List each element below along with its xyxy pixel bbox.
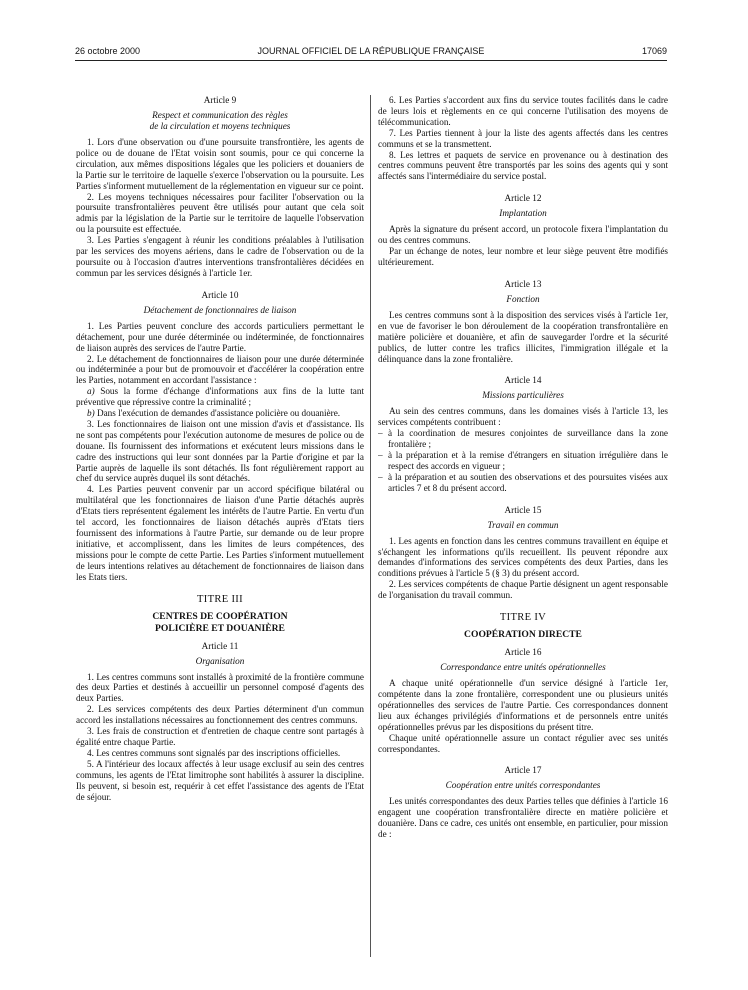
paragraph: 5. A l'intérieur des locaux affectés à leur usage exclusif au sein des centres communs, les agents de l'Etat limitrophe sont habilités à assurer la discipline. Ils peuvent, si besoin est, requérir à cet effet l'assistance des agents de l'Etat de séjour. <box>76 758 364 802</box>
titre-4 <box>378 612 668 641</box>
header-title: JOURNAL OFFICIEL DE LA RÉPUBLIQUE FRANÇAISE <box>257 46 485 56</box>
paragraph <box>76 408 364 419</box>
paragraph: 2. Les moyens techniques nécessaires pour faciliter l'observation ou la poursuite transfrontalières peuvent être utilisés pour autant que cela soit admis par la législation de la Partie sur le territoire de laquelle l'observation ou la poursuite est effectuée. <box>76 191 364 235</box>
list-text: à la préparation et à la remise d'étrangers en situation irrégulière dans le respect des accords en vigueur ; <box>388 450 668 471</box>
paragraph: 3. Les frais de construction et d'entretien de chaque centre sont partagés à égalité entre chaque Partie. <box>76 726 364 747</box>
paragraph: Les unités correspondantes des deux Parties telles que définies à l'article 16 engagent une coopération transfrontalière directe en matière policière et douanière. Dans ce cadre, ces unités ont ensemble, en particulier, pour mission de : <box>378 796 668 840</box>
paragraph: 2. Les services compétents des deux Parties déterminent d'un commun accord les installations nécessaires au fonctionnement des centres communs. <box>76 704 364 726</box>
paragraph: 1. Les agents en fonction dans les centres communs travaillent en équipe et s'échangent les informations qu'ils recueillent. Ils peuvent répondre aux demandes d'informations des services compétents des deux Parties, dans les conditions prévues à l'article 5 (§ 3) du présent accord. <box>378 535 668 579</box>
paragraph: 1. Les Parties peuvent conclure des accords particuliers permettant le détachement, pour une durée déterminée ou indéterminée, de fonctionnaires de liaison auprès des services de l'autre Partie. <box>76 320 364 353</box>
titre-name: CENTRES DE COOPÉRATION <box>152 610 288 622</box>
article-subtitle: Missions particulières <box>482 390 564 401</box>
titre-name: POLICIÈRE ET DOUANIÈRE <box>155 622 285 634</box>
article-subtitle: Organisation <box>195 655 245 666</box>
paragraph: 8. Les lettres et paquets de service en provenance ou à destination des centres communs peuvent être transportés par les soins des agents qui y sont affectés sans l'intermédiaire du service postal. <box>378 149 668 182</box>
paragraph: 7. Les Parties tiennent à jour la liste des agents affectés dans les centres communs et se la transmettent. <box>378 127 668 149</box>
article-title: Article 17 <box>504 765 542 776</box>
paragraph: Par un échange de notes, leur nombre et leur siège peuvent être modifiés ultérieurement. <box>378 246 668 267</box>
column-divider <box>370 95 371 957</box>
dash-marker: – <box>378 428 383 439</box>
list-text: Dans l'exécution de demandes d'assistance policière ou douanière. <box>96 408 341 419</box>
article-10 <box>76 290 364 583</box>
right-column <box>378 95 668 960</box>
article-12 <box>378 193 668 268</box>
list-item <box>378 428 668 450</box>
titre-label: TITRE IV <box>499 612 547 624</box>
paragraph: 3. Les fonctionnaires de liaison ont une mission d'avis et d'assistance. Ils ne sont pas compétents pour l'exécution autonome de mesures de police ou de douane. Ils fournissent des informations et exécutent leurs missions dans le cadre des instructions qui leur sont données par la Partie d'origine et par la Partie auprès de laquelle ils sont détachés. Ils font régulièrement rapport au chef du service auprès duquel ils sont détachés. <box>76 418 364 484</box>
article-11-continued <box>378 95 668 182</box>
article-title: Article 10 <box>201 289 239 300</box>
article-17 <box>378 765 668 840</box>
titre-name: COOPÉRATION DIRECTE <box>464 629 582 641</box>
article-subtitle: Implantation <box>499 208 547 219</box>
dash-marker: – <box>378 471 383 482</box>
article-subtitle: Respect et communication des règles <box>152 110 288 120</box>
article-16 <box>378 647 668 754</box>
left-column <box>76 95 364 960</box>
article-subtitle: de la circulation et moyens techniques <box>149 121 291 131</box>
list-item <box>378 450 668 472</box>
article-title: Article 16 <box>504 647 542 658</box>
dash-marker: – <box>378 450 383 461</box>
page-header <box>75 44 667 61</box>
paragraph <box>76 386 364 408</box>
article-subtitle: Détachement de fonctionnaires de liaison <box>143 304 297 315</box>
list-text: à la préparation et au soutien des observations et des poursuites visées aux articles 7 et 8 du présent accord. <box>388 471 668 493</box>
list-item <box>378 472 668 494</box>
article-subtitle: Travail en commun <box>487 519 559 530</box>
list-label: a) <box>87 386 95 397</box>
paragraph: 2. Le détachement de fonctionnaires de liaison pour une durée déterminée ou indéterminée a pour but de promouvoir et d'accélérer la coopération entre les Parties, notamment en accordant l'assistance : <box>76 353 364 386</box>
paragraph: Les centres communs sont à la disposition des services visés à l'article 1er, en vue de favoriser le bon déroulement de la coopération transfrontalière en matière policière et douanière, et afin de sauvegarder l'ordre et la sécurité publics, de lutter contre les trafics illicites, l'immigration illégale et la délinquance dans la zone frontalière. <box>378 309 668 364</box>
paragraph: Chaque unité opérationnelle assure un contact régulier avec ses unités correspondantes. <box>378 732 668 754</box>
article-14 <box>378 375 668 493</box>
article-subtitle: Fonction <box>506 293 540 304</box>
paragraph: A chaque unité opérationnelle d'un service désigné à l'article 1er, compétente dans la zone frontalière, correspondent une ou plusieurs unités opérationnelles des services de l'autre Partie. Ces correspondances donnent lieu aux échanges privilégiés d'informations et de personnels entre unités opérationnelles prévus par les dispositions du présent titre. <box>378 678 668 732</box>
article-title: Article 13 <box>504 278 542 289</box>
header-page-number: 17069 <box>641 46 667 56</box>
paragraph: 3. Les Parties s'engagent à réunir les conditions préalables à l'utilisation par les services des moyens aériens, dans le cadre de l'observation ou de la poursuite ou à l'occasion d'autres interventions transfrontalières décidées en commun par les services désignés à l'article 1er. <box>76 235 364 278</box>
article-title: Article 14 <box>504 375 542 386</box>
article-subtitle: Coopération entre unités correspondantes <box>445 780 601 791</box>
paragraph: 4. Les centres communs sont signalés par des inscriptions officielles. <box>87 747 341 758</box>
article-13 <box>378 279 668 365</box>
paragraph: 4. Les Parties peuvent convenir par un accord spécifique bilatéral ou multilatéral que les fonctionnaires de liaison d'une Partie détachés auprès d'Etats tiers représentent également les intérêts de l'autre Partie. En vertu d'un tel accord, les fonctionnaires de liaison détachés auprès d'Etats tiers fournissent des informations à l'autre Partie, sur demande ou de leur propre initiative, et accomplissent, dans les limites de leurs compétences, des missions pour le compte de cette Partie. Les Parties s'informent mutuellement de leurs intentions relatives au détachement de fonctionnaires de liaison dans les Etats tiers. <box>76 484 364 582</box>
paragraph: 1. Les centres communs sont installés à proximité de la frontière commune des deux Parties et destinés à accueillir un personnel composé d'agents des deux Parties. <box>76 671 364 704</box>
paragraph: Après la signature du présent accord, un protocole fixera l'implantation du ou des centres communs. <box>378 224 668 246</box>
titre-label: TITRE III <box>197 593 243 605</box>
article-15 <box>378 505 668 601</box>
list-label: b) <box>87 408 95 419</box>
titre-3 <box>76 594 364 635</box>
article-title: Article 15 <box>504 504 542 515</box>
article-title: Article 11 <box>201 640 239 651</box>
paragraph: 1. Lors d'une observation ou d'une poursuite transfrontière, les agents de police ou de douane de l'Etat voisin sont soumis, pour ce qui concerne la circulation, aux mêmes dispositions légales que les policiers et douaniers de la Partie sur le territoire de laquelle s'exerce l'observation ou la poursuite. Les Parties s'informent mutuellement de la réglementation en vigueur sur ce point. <box>76 137 364 191</box>
paragraph: 2. Les services compétents de chaque Partie désignent un agent responsable de l'organisation du travail commun. <box>378 579 668 601</box>
paragraph: Au sein des centres communs, dans les domaines visés à l'article 13, les services compétents contribuent : <box>378 406 668 428</box>
article-title: Article 12 <box>504 193 542 204</box>
paragraph: 6. Les Parties s'accordent aux fins du service toutes facilités dans le cadre de leurs lois et règlements en ce qui concerne l'utilisation des moyens de télécommunication. <box>378 95 668 127</box>
header-date: 26 octobre 2000 <box>75 46 141 56</box>
article-11 <box>76 641 364 803</box>
article-9 <box>76 95 364 279</box>
article-subtitle: Correspondance entre unités opérationnelles <box>440 662 606 673</box>
list-text: à la coordination de mesures conjointes de surveillance dans la zone frontalière ; <box>388 428 668 450</box>
list-text: Sous la forme d'échange d'informations aux fins de la lutte tant préventive que répressive contre la criminalité ; <box>76 386 364 408</box>
article-title: Article 9 <box>203 95 237 105</box>
